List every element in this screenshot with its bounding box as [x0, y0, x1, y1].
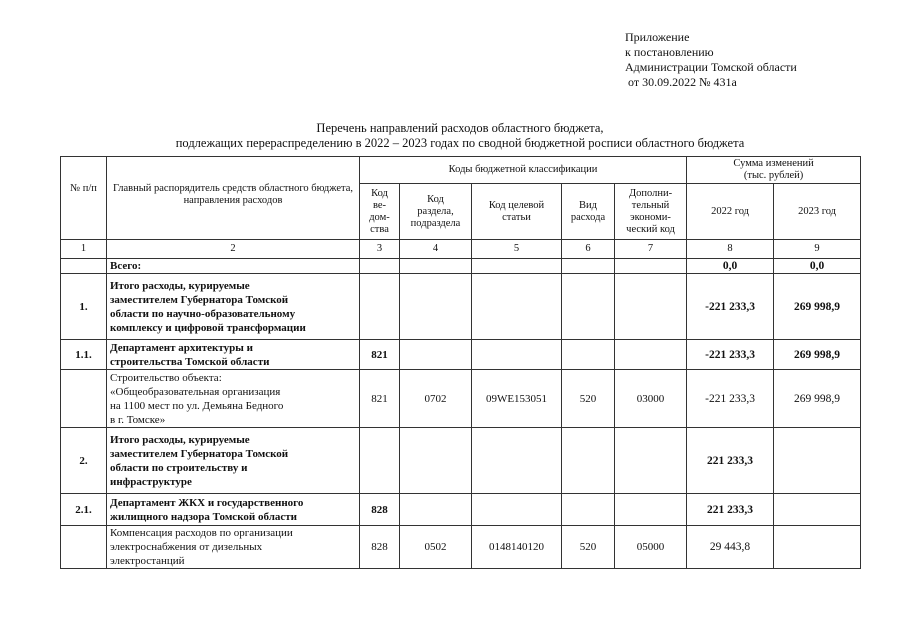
row-name — [107, 259, 360, 274]
row-name-line: Компенсация расходов по организации — [110, 527, 293, 539]
title-line-2: подлежащих перераспределению в 2022 – 2023 годах по сводной бюджетной росписи областного бюджета — [175, 136, 745, 150]
col-number: 3 — [360, 240, 400, 259]
col-number: 6 — [562, 240, 615, 259]
row-name-line: жилищного надзора Томской области — [110, 510, 297, 523]
row-name — [107, 340, 360, 370]
header-type — [562, 184, 615, 240]
code-target — [472, 494, 562, 526]
code-section — [400, 494, 472, 526]
row-name-line: «Общеобразовательная организация — [110, 385, 281, 398]
row-name-line: Строительство объекта: — [110, 371, 222, 384]
header-target — [472, 184, 562, 240]
row-name — [107, 370, 360, 428]
row-name-line: Департамент архитектуры и — [110, 341, 253, 354]
amount-2022: -221 233,3 — [687, 274, 774, 340]
header-extra — [615, 184, 687, 240]
code-extra — [615, 494, 687, 526]
header-dept-line: Код — [371, 187, 388, 199]
header-extra-line: Дополни- — [628, 187, 673, 199]
header-extra-line: экономи- — [630, 211, 671, 223]
appendix-line: Администрации Томской области — [625, 60, 797, 74]
amount-2022: 0,0 — [687, 259, 774, 274]
header-section — [400, 184, 472, 240]
code-target — [472, 259, 562, 274]
row-name-line: Всего: — [110, 260, 142, 272]
code-type — [562, 340, 615, 370]
code-type — [562, 259, 615, 274]
appendix-line: от 30.09.2022 № 431а — [628, 75, 737, 89]
header-row-1 — [61, 157, 861, 184]
code-target: 09WE153051 — [472, 370, 562, 428]
code-dept: 821 — [360, 340, 400, 370]
table-row — [61, 494, 861, 526]
amount-2022: 221 233,3 — [687, 428, 774, 494]
code-type — [562, 274, 615, 340]
amount-2022: 29 443,8 — [687, 526, 774, 569]
code-extra: 05000 — [615, 526, 687, 569]
amount-2023 — [774, 494, 861, 526]
code-section — [400, 274, 472, 340]
header-target-line: Код целевой — [488, 199, 545, 211]
code-dept — [360, 428, 400, 494]
appendix-line: к постановлению — [625, 45, 714, 59]
row-name-line: электроснабжения от дизельных — [110, 541, 263, 553]
code-extra: 03000 — [615, 370, 687, 428]
header-num: № п/п — [61, 157, 107, 240]
table-row — [61, 370, 861, 428]
row-name-line: в г. Томске» — [110, 413, 166, 426]
row-name-line: заместителем Губернатора Томской — [110, 293, 289, 306]
code-type — [562, 494, 615, 526]
code-dept — [360, 274, 400, 340]
header-target-line: статьи — [502, 211, 531, 223]
header-section-line: раздела, — [417, 205, 454, 217]
col-number: 1 — [61, 240, 107, 259]
header-2022: 2022 год — [687, 184, 774, 240]
amount-2023: 269 998,9 — [774, 370, 861, 428]
header-sum-group — [687, 157, 861, 184]
col-number: 9 — [774, 240, 861, 259]
row-name-line: заместителем Губернатора Томской — [110, 447, 289, 460]
header-dept-line: ве- — [372, 199, 387, 211]
row-name-line: Итого расходы, курируемые — [110, 433, 250, 446]
col-number: 8 — [687, 240, 774, 259]
row-name-line: Департамент ЖКХ и государственного — [110, 496, 304, 509]
code-dept: 828 — [360, 494, 400, 526]
row-name — [107, 428, 360, 494]
header-section-line: Код — [427, 193, 444, 205]
code-section — [400, 428, 472, 494]
header-extra-line: тельный — [631, 199, 670, 211]
col-number: 4 — [400, 240, 472, 259]
amount-2022: -221 233,3 — [687, 370, 774, 428]
row-number: 2.1. — [61, 494, 107, 526]
row-name-line: инфраструктуре — [110, 475, 192, 488]
code-type — [562, 428, 615, 494]
col-number: 5 — [472, 240, 562, 259]
row-name-line: Итого расходы, курируемые — [110, 279, 250, 292]
title-line-1: Перечень направлений расходов областного бюджета, — [316, 121, 604, 135]
code-dept — [360, 259, 400, 274]
row-number — [61, 526, 107, 569]
code-section — [400, 340, 472, 370]
code-section: 0502 — [400, 526, 472, 569]
col-number: 2 — [107, 240, 360, 259]
code-dept: 828 — [360, 526, 400, 569]
header-section-line: подраздела — [410, 217, 461, 229]
col-number: 7 — [615, 240, 687, 259]
row-name-line: области по строительству и — [110, 461, 248, 474]
header-extra-line: ческий код — [626, 223, 675, 235]
row-number — [61, 370, 107, 428]
code-extra — [615, 274, 687, 340]
amount-2023 — [774, 526, 861, 569]
row-number: 1.1. — [61, 340, 107, 370]
code-extra — [615, 340, 687, 370]
amount-2023: 269 998,9 — [774, 340, 861, 370]
code-section — [400, 259, 472, 274]
code-type: 520 — [562, 526, 615, 569]
amount-2022: -221 233,3 — [687, 340, 774, 370]
row-number: 1. — [61, 274, 107, 340]
row-number — [61, 259, 107, 274]
header-type-line: Вид — [579, 199, 597, 211]
header-type-line: расхода — [570, 211, 606, 223]
code-section: 0702 — [400, 370, 472, 428]
code-extra — [615, 428, 687, 494]
amount-2023: 269 998,9 — [774, 274, 861, 340]
document-title — [60, 121, 860, 151]
row-name-line: на 1100 мест по ул. Демьяна Бедного — [110, 399, 284, 412]
appendix-line: Приложение — [625, 30, 690, 44]
header-dept-line: дом- — [369, 211, 390, 223]
header-codes-group: Коды бюджетной классификации — [360, 157, 687, 184]
budget-table — [60, 156, 861, 569]
header-sum-line1: Сумма изменений — [733, 158, 814, 169]
code-target — [472, 274, 562, 340]
header-name: Главный распорядитель средств областного бюджета, направления расходов — [107, 157, 360, 240]
code-extra — [615, 259, 687, 274]
row-name — [107, 526, 360, 569]
header-dept-line: ства — [370, 223, 389, 235]
row-name-line: строительства Томской области — [110, 355, 270, 368]
table-row — [61, 259, 861, 274]
row-number: 2. — [61, 428, 107, 494]
row-name — [107, 494, 360, 526]
amount-2022: 221 233,3 — [687, 494, 774, 526]
code-dept: 821 — [360, 370, 400, 428]
code-target: 0148140120 — [472, 526, 562, 569]
appendix-block — [625, 30, 797, 90]
header-2023: 2023 год — [774, 184, 861, 240]
header-sum-line2: (тыс. рублей) — [743, 170, 804, 181]
code-target — [472, 428, 562, 494]
row-name-line: области по научно-образовательному — [110, 307, 296, 320]
amount-2023 — [774, 428, 861, 494]
amount-2023: 0,0 — [774, 259, 861, 274]
row-name — [107, 274, 360, 340]
row-name-line: электростанций — [110, 555, 185, 567]
table-row — [61, 274, 861, 340]
row-name-line: комплексу и цифровой трансформации — [110, 321, 306, 334]
table-row — [61, 428, 861, 494]
header-dept — [360, 184, 400, 240]
column-numbers-row — [61, 240, 861, 259]
table-row — [61, 340, 861, 370]
code-target — [472, 340, 562, 370]
code-type: 520 — [562, 370, 615, 428]
table-row — [61, 526, 861, 569]
